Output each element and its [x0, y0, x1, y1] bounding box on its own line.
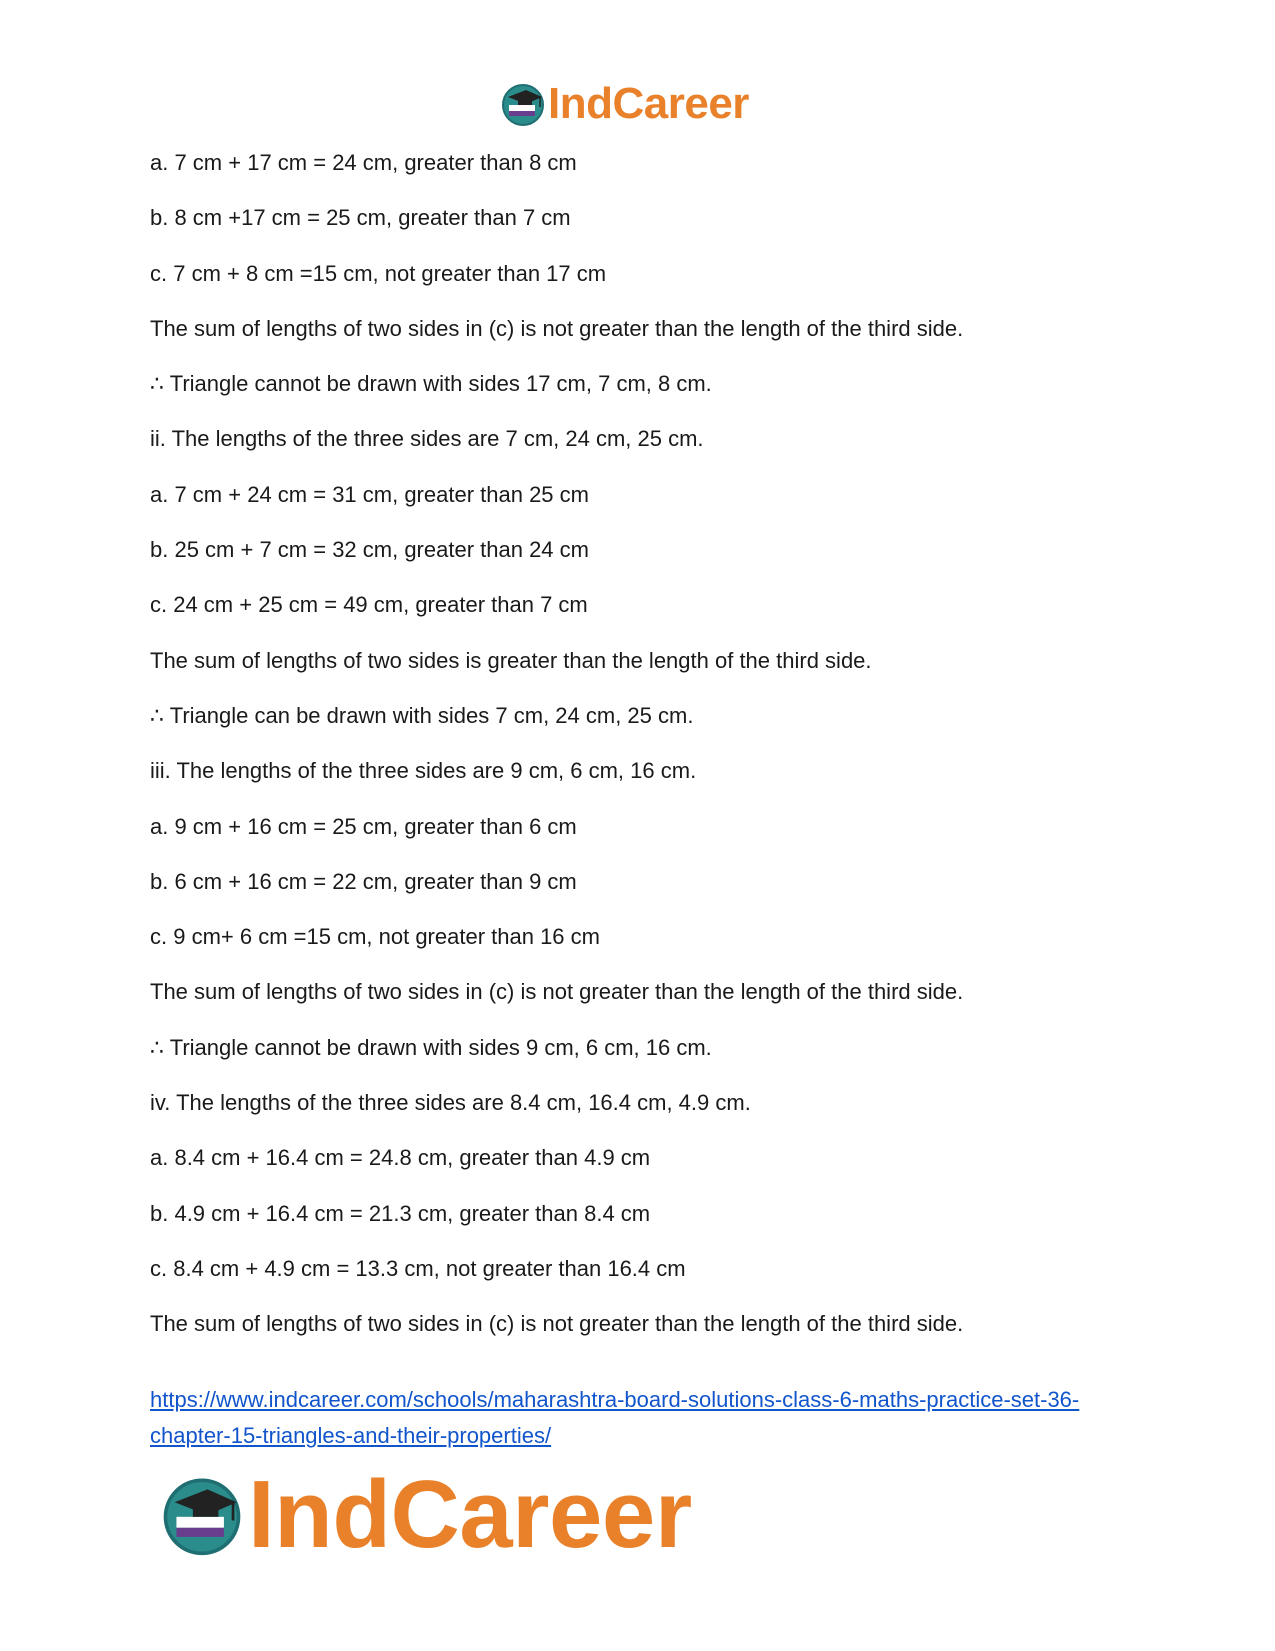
text-line: iv. The lengths of the three sides are 8.4 cm, 16.4 cm, 4.9 cm.: [150, 1090, 751, 1116]
text-line: The sum of lengths of two sides in (c) is not greater than the length of the third side.: [150, 979, 964, 1005]
text-line: ii. The lengths of the three sides are 7 cm, 24 cm, 25 cm.: [150, 426, 704, 452]
text-line: ∴ Triangle can be drawn with sides 7 cm, 24 cm, 25 cm.: [150, 702, 694, 728]
text-line: c. 8.4 cm + 4.9 cm = 13.3 cm, not greater than 16.4 cm: [150, 1255, 686, 1281]
text-line: The sum of lengths of two sides in (c) is not greater than the length of the third side.: [150, 1311, 964, 1337]
source-link-line-1: https://www.indcareer.com/schools/maharashtra-board-solutions-class-6-maths-practice-set-36-: [150, 1387, 1080, 1412]
text-line: ∴ Triangle cannot be drawn with sides 17 cm, 7 cm, 8 cm.: [150, 371, 712, 397]
text-line: The sum of lengths of two sides in (c) is not greater than the length of the third side.: [150, 315, 964, 341]
text-line: ∴ Triangle cannot be drawn with sides 9 cm, 6 cm, 16 cm.: [150, 1034, 712, 1060]
header-logo: [500, 80, 749, 128]
graduation-book-icon: [500, 81, 546, 127]
footer-logo: [160, 1461, 692, 1568]
text-line: c. 7 cm + 8 cm =15 cm, not greater than 17 cm: [150, 260, 607, 286]
text-line: b. 6 cm + 16 cm = 22 cm, greater than 9 cm: [150, 868, 577, 894]
text-line: c. 24 cm + 25 cm = 49 cm, greater than 7 cm: [150, 592, 588, 618]
text-line: b. 25 cm + 7 cm = 32 cm, greater than 24 cm: [150, 537, 589, 563]
text-line: b. 4.9 cm + 16.4 cm = 21.3 cm, greater than 8.4 cm: [150, 1200, 651, 1226]
text-line: a. 9 cm + 16 cm = 25 cm, greater than 6 cm: [150, 813, 577, 839]
text-line: a. 7 cm + 24 cm = 31 cm, greater than 25 cm: [150, 481, 589, 507]
source-link-line-2: chapter-15-triangles-and-their-properties/: [150, 1423, 552, 1448]
logo-text: IndCareer: [248, 1461, 692, 1568]
text-line: iii. The lengths of the three sides are 9 cm, 6 cm, 16 cm.: [150, 758, 697, 784]
graduation-book-icon: [160, 1473, 244, 1557]
text-line: c. 9 cm+ 6 cm =15 cm, not greater than 16 cm: [150, 924, 600, 950]
source-link[interactable]: [150, 1382, 1150, 1454]
logo-text: IndCareer: [548, 79, 749, 128]
text-line: The sum of lengths of two sides is greater than the length of the third side.: [150, 647, 872, 673]
text-line: b. 8 cm +17 cm = 25 cm, greater than 7 cm: [150, 205, 571, 231]
text-line: a. 7 cm + 17 cm = 24 cm, greater than 8 cm: [150, 150, 577, 175]
solution-text: [150, 148, 1160, 1365]
text-line: a. 8.4 cm + 16.4 cm = 24.8 cm, greater than 4.9 cm: [150, 1145, 651, 1171]
